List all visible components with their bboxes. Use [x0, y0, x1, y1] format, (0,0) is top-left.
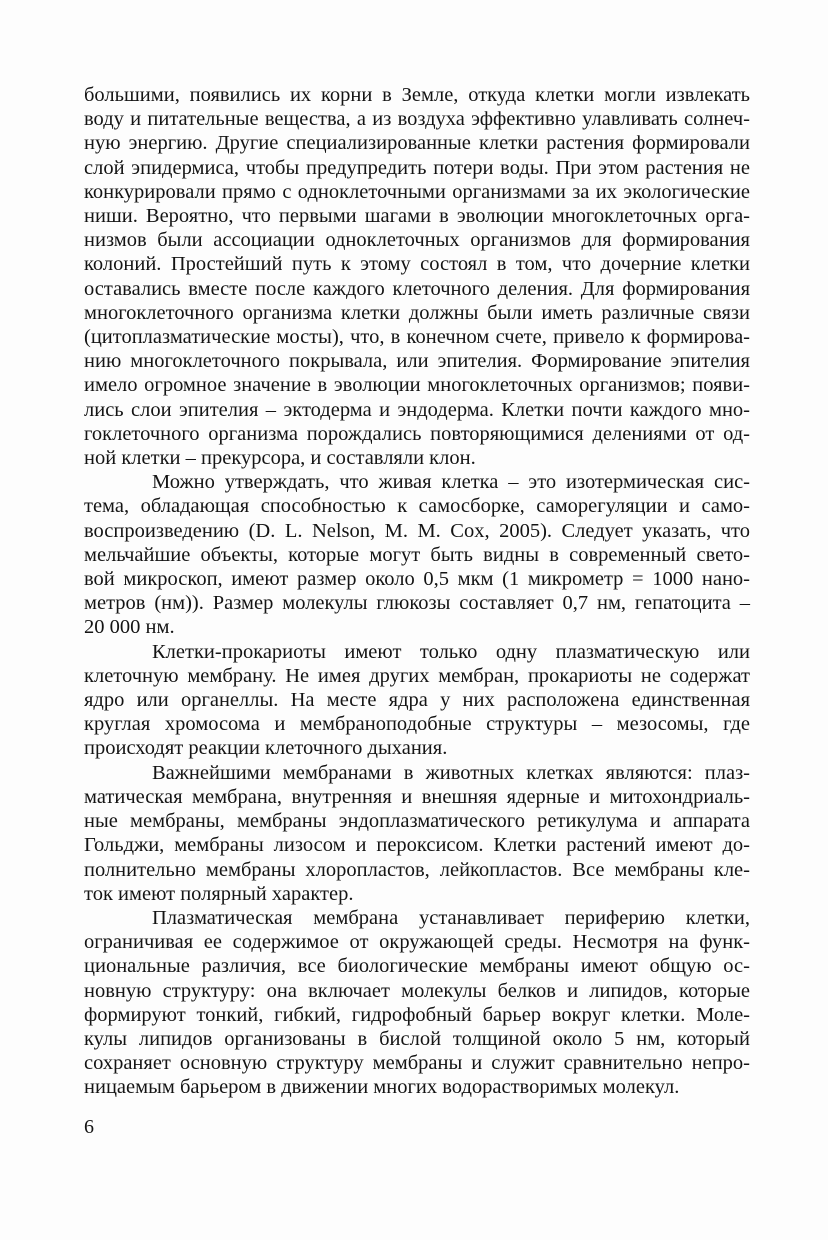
text-line: сохраняет основную структуру мембраны и служит сравнительно непро- [84, 1052, 750, 1075]
text-line: ограничивая ее содержимое от окружающей среды. Несмотря на функ- [84, 931, 750, 954]
paragraph [84, 83, 750, 470]
page-number: 6 [84, 1116, 94, 1138]
text-line: Можно утверждать, что живая клетка – это изотермическая сис- [152, 471, 750, 494]
text-line: мельчайшие объекты, которые могут быть видны в современный свето- [84, 543, 750, 566]
text-line: лись слои эпителия – эктодерма и эндодерма. Клетки почти каждого мно- [84, 398, 750, 421]
text-line: имело огромное значение в эволюции многоклеточных организмов; появи- [84, 374, 750, 397]
text-line: Важнейшими мембранами в животных клетках являются: плаз- [152, 761, 750, 784]
paragraph [84, 470, 750, 639]
text-line: слой эпидермиса, чтобы предупредить потери воды. При этом растения не [84, 156, 750, 179]
text-line: воспроизведению (D. L. Nelson, M. M. Cox, 2005). Следует указать, что [84, 519, 750, 542]
page-text [84, 83, 750, 1100]
text-line: ток имеют полярный характер. [84, 882, 354, 905]
text-line: ные мембраны, мембраны эндоплазматического ретикулума и аппарата [84, 810, 750, 833]
text-line: формируют тонкий, гибкий, гидрофобный барьер вокруг клетки. Моле- [84, 1003, 750, 1026]
text-line: клеточную мембрану. Не имея других мембран, прокариоты не содержат [84, 664, 750, 687]
text-line: нию многоклеточного покрывала, или эпителия. Формирование эпителия [84, 350, 750, 373]
text-line: происходят реакции клеточного дыхания. [84, 737, 448, 760]
text-line: многоклеточного организма клетки должны были иметь различные связи [84, 301, 750, 324]
text-line: ной клетки – прекурсора, и составляли клон. [84, 447, 476, 470]
text-line: тема, обладающая способностью к самосборке, саморегуляции и само- [84, 495, 750, 518]
text-line: конкурировали прямо с одноклеточными организмами за их экологические [84, 180, 750, 203]
paragraph [84, 906, 750, 1100]
text-line: Клетки-прокариоты имеют только одну плазматическую или [152, 640, 750, 663]
text-line: ниши. Вероятно, что первыми шагами в эволюции многоклеточных орга- [84, 205, 750, 228]
text-line: новную структуру: она включает молекулы белков и липидов, которые [84, 979, 750, 1002]
text-line: ядро или органеллы. На месте ядра у них расположена единственная [84, 689, 750, 712]
text-line: матическая мембрана, внутренняя и внешняя ядерные и митохондриаль- [84, 785, 750, 808]
text-line: кулы липидов организованы в бислой толщиной около 5 нм, который [84, 1027, 750, 1050]
text-line: большими, появились их корни в Земле, откуда клетки могли извлекать [84, 84, 750, 106]
paragraph [84, 640, 750, 761]
text-line: вой микроскоп, имеют размер около 0,5 мкм (1 микрометр = 1000 нано- [84, 568, 750, 591]
text-line: оставались вместе после каждого клеточного деления. Для формирования [84, 277, 750, 300]
text-line: низмов были ассоциации одноклеточных организмов для формирования [84, 229, 750, 252]
text-line: гоклеточного организма порождались повторяющимися делениями от од- [84, 422, 750, 445]
text-line: метров (нм)). Размер молекулы глюкозы составляет 0,7 нм, гепатоцита – [84, 592, 750, 615]
text-line: полнительно мембраны хлоропластов, лейкопластов. Все мембраны кле- [84, 858, 750, 881]
paragraph [84, 761, 750, 906]
text-line: воду и питательные вещества, а из воздуха эффективно улавливать солнеч- [84, 108, 750, 131]
text-line: Плазматическая мембрана устанавливает периферию клетки, [152, 906, 750, 929]
text-line: (цитоплазматические мосты), что, в конечном счете, привело к формирова- [84, 326, 750, 349]
text-line: колоний. Простейший путь к этому состоял в том, что дочерние клетки [84, 253, 750, 276]
text-line: Гольджи, мембраны лизосом и пероксисом. Клетки растений имеют до- [84, 834, 750, 857]
text-line: ницаемым барьером в движении многих водорастворимых молекул. [84, 1076, 680, 1099]
text-line: ную энергию. Другие специализированные клетки растения формировали [84, 132, 750, 155]
text-line: 20 000 нм. [84, 616, 175, 639]
text-line: циональные различия, все биологические мембраны имеют общую ос- [84, 955, 750, 978]
text-line: круглая хромосома и мембраноподобные структуры – мезосомы, где [84, 713, 750, 736]
